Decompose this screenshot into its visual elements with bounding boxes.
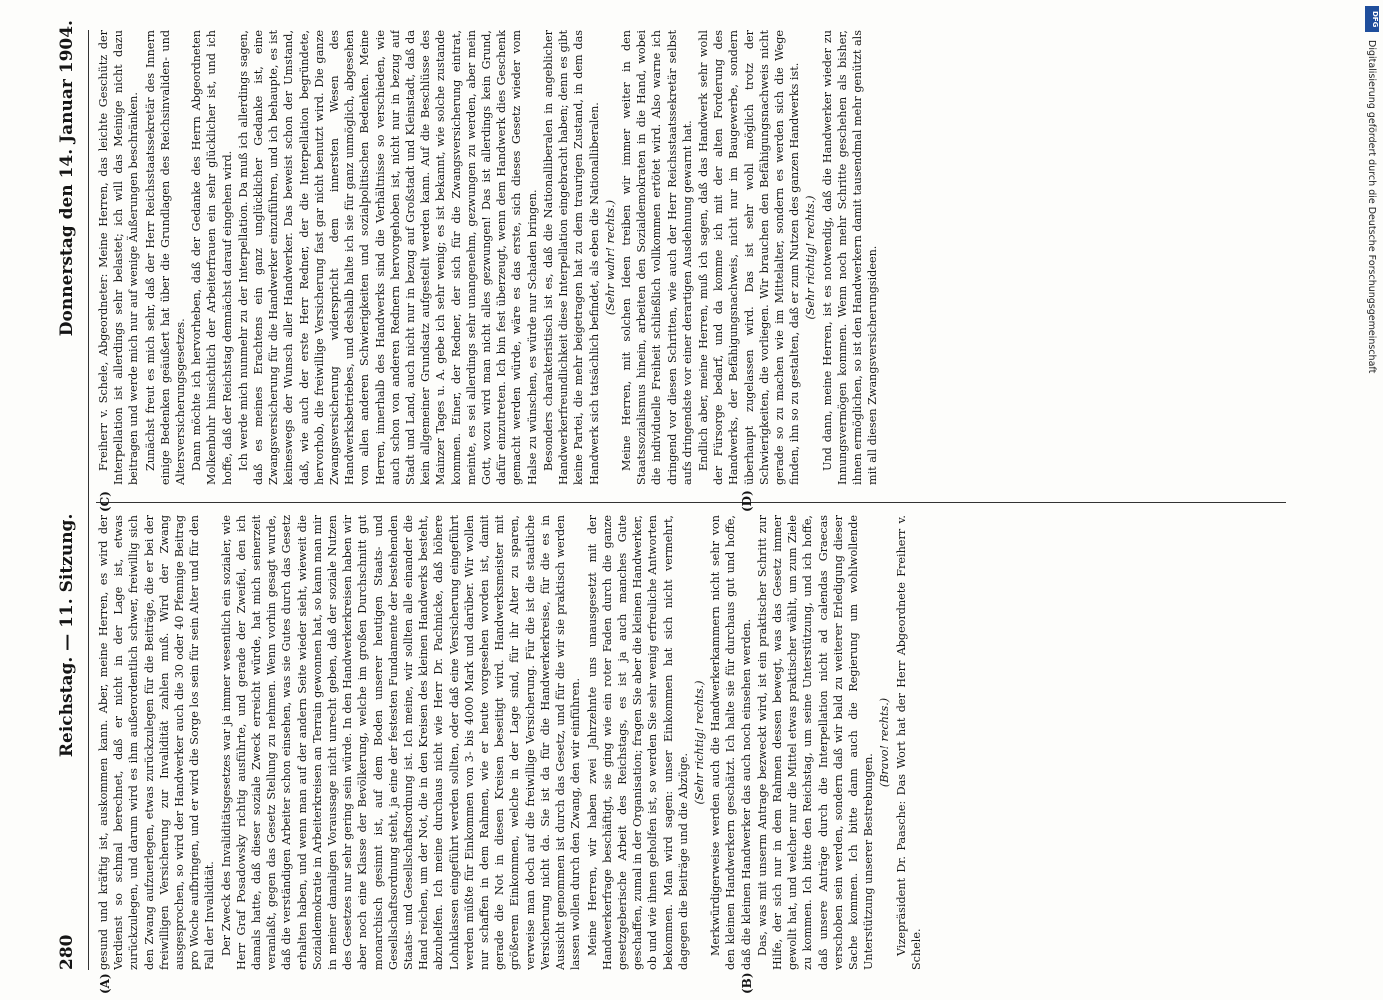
right-column-paragraph: Dann möchte ich hervorheben, daß der Gedanke des Herrn Abgeordneten Molkenbuhr hinsichtlich der Arbeiterfrauen ein sehr glücklicher ist, und ich hoffe, daß der Reichstag demnächst darauf eingehen wird. bbox=[190, 30, 234, 485]
right-column-paragraph: Meine Herren, mit solchen Ideen treiben wir immer weiter in den Staatssozialismus hinein, arbeiten den Sozialdemokraten in die Hand, wobei die individuelle Freiheit schließlich vollkommen ertötet wird. Also warne ich dringend vor diesen Schritten, wie auch der Herr Reichsstaatssekretär selbst aufs dringendste vor einer derartigen Ausdehnung gewarnt hat. bbox=[619, 30, 694, 485]
margin-marker-c: (C) bbox=[98, 491, 112, 512]
left-column-paragraph: gesund und kräftig ist, auskommen kann. Aber, meine Herren, es wird der Verdienst so schmal berechnet, daß er nicht in der Lage ist, etwas zurückzulegen, und darum wird es ihm außerordentlich schwer, freiwillig sich den Zwang aufzuerlegen, etwas zurückzulegen für die Beiträge, die er bei der freiwilligen Versicherung zur Invalidität zahlen muß. Wird der Zwang ausgesprochen, so wird der Handwerker auch die 30 oder 40 Pfennige Beitrag pro Woche aufbringen, und er wird die Sorge los sein für sein Alter und für den Fall der Invalidität. bbox=[97, 515, 217, 970]
right-column-paragraph: Freiherr v. Schele, Abgeordneter: Meine Herren, das leichte Geschütz der Interpellation ist allerdings sehr belastet; ich will das Meinige nicht dazu beitragen und werde mich nur auf wenige Äußerungen beschränken. bbox=[97, 30, 141, 485]
margin-marker-d: (D) bbox=[740, 490, 754, 512]
right-column-paragraph: (Sehr wahr! rechts.) bbox=[603, 199, 617, 316]
left-column-paragraph: Der Zweck des Invaliditätsgesetzes war ja immer wesentlich ein sozialer, wie Herr Graf Posadowsky richtig ausführte, und gerade der Zweifel, den ich damals hatte, daß dieser soziale Zweck erreicht würde, hat mich seinerzeit veranlaßt, gegen das Gesetz Stellung zu nehmen. Wenn vorhin gesagt wurde, daß die verständigen Arbeiter schon einsehen, was sie Gutes durch das Gesetz erhalten haben, und wenn man auf der andern Seite wieder sieht, wieweit die Sozialdemokratie in Arbeiterkreisen an Terrain gewonnen hat, so kann man mir in meiner damaligen Voraussage nicht unrecht geben, daß der soziale Nutzen des Gesetzes nur sehr gering sein würde. In den Handwerkerkreisen haben wir aber noch eine Klasse der Bevölkerung, welche im großen Durchschnitt gut monarchisch gesinnt ist, auf dem Boden unserer heutigen Staats- und Gesellschaftsordnung steht, ja eine der festesten Fundamente der bestehenden Staats- und Gesellschaftsordnung ist. Ich meine, wir sollten alle einander die Hand reichen, um der Not, die in den Kreisen des kleinen Handwerks besteht, abzuhelfen. Ich meine durchaus nicht wie Herr Dr. Pachnicke, daß höhere Lohnklassen eingeführt werden sollten, oder daß eine Versicherung eingeführt werden müßte für Einkommen von 3- bis 4000 Mark und darüber. Wir wollen nur schaffen in dem Rahmen, wie er heute vorgesehen worden ist, damit gerade die Not in diesen Kreisen beseitigt wird. Handwerksmeister mit größerem Einkommen, welche in der Lage sind, für ihr Alter zu sparen, verweise man doch auf die freiwillige Versicherung. Für die ist die staatliche Versicherung nicht da. Sie ist da für die Handwerkerkreise, für die es in Aussicht genommen ist durch das Gesetz, und für die wir sie praktisch werden lassen wollen durch den Zwang, den wir einführen. bbox=[219, 515, 583, 970]
margin-marker-a: (A) bbox=[98, 973, 112, 994]
digitization-note: Digitalisierung gefördert durch die Deutsche Forschungsgemeinschaft bbox=[1366, 40, 1377, 374]
dfg-logo: DFG bbox=[1365, 6, 1379, 32]
column-separator bbox=[96, 502, 1286, 503]
right-column-paragraph: Endlich aber, meine Herren, muß ich sagen, daß das Handwerk sehr wohl der Fürsorge bedarf, und da komme ich mit der alten Forderung des Handwerks, der Befähigungsnachweis, nicht nur im Baugewerbe, sondern überhaupt zugelassen wird. Das ist sehr wohl möglich trotz der Schwierigkeiten, die vorliegen. Wir brauchen den Befähigungsnachweis nicht gerade so zu machen wie im Mittelalter, sondern es werden sich die Wege finden, ihn so zu gestalten, daß er zum Nutzen des ganzen Handwerks ist. bbox=[696, 30, 802, 485]
left-column bbox=[96, 515, 1296, 970]
left-column-paragraph: Das, was mit unserm Antrage bezweckt wird, ist ein praktischer Schritt zur Hilfe, der sich nur in dem Rahmen dessen bewegt, was das Gesetz immer gewollt hat, und welcher nur die Mittel etwas praktischer wählt, um zum Ziele zu kommen. Ich bitte den Reichstag, um seine Unterstützung, und ich hoffe, daß unsere Anträge durch die Interpellation nicht ad calendas Graecas verschoben sein werden, sondern daß wir bald zu weiterer Erledigung dieser Sache kommen. Ich bitte dann auch die Regierung um wohlwollende Unterstützung unserer Bestrebungen. bbox=[755, 515, 876, 970]
page-number: 280 bbox=[57, 934, 77, 970]
header-date: Donnerstag den 14. Januar 1904. bbox=[57, 20, 77, 337]
header-rule bbox=[88, 30, 89, 970]
left-column-paragraph: (Sehr richtig! rechts.) bbox=[692, 680, 706, 805]
left-column-paragraph: Meine Herren, wir haben zwei Jahrzehnte uns unausgesetzt mit der Handwerkerfrage beschäftigt, sie ging wie ein roter Faden durch die ganze gesetzgeberische Arbeit des Reichstags, es ist ja auch manches Gute geschaffen, zumal in der Organisation; fragen Sie aber die kleinen Handwerker, ob und wie ihnen geholfen ist, so werden Sie sehr wenig erfreuliche Antworten bekommen. Man wird sagen: unser Einkommen hat sich nicht vermehrt, dagegen die Beiträge und die Abzüge. bbox=[585, 515, 690, 970]
right-column-paragraph: Ich werde mich nunmehr zu der Interpellation. Da muß ich allerdings sagen, daß es meines Erachtens ein ganz unglücklicher Gedanke ist, eine Zwangsversicherung für die Handwerker einzuführen, und ich behaupte, es ist keineswegs der Wunsch aller Handwerker. Das beweist schon der Umstand, daß, wie auch der erste Herr Redner, der die Interpellation begründete, hervorhob, die freiwillige Versicherung fast gar nicht benutzt wird. Die ganze Zwangsversicherung widerspricht dem innersten Wesen des Handwerksbetriebes, und deshalb halte ich sie für ganz unmöglich, abgesehen von allen anderen Schwierigkeiten und sozialpolitischen Bedenken. Meine Herren, innerhalb des Handwerks sind die Verhältnisse so verschieden, wie auch schon von anderen Rednern hervorgehoben ist, nicht nur in bezug auf Stadt und Land, auch nicht nur in bezug auf Großstadt und Kleinstadt, daß da kein allgemeiner Grundsatz aufgestellt werden kann. Auf die Beschlüsse des Mainzer Tages u. A. gebe ich sehr wenig; es ist bekannt, wie solche zustande kommen. Einer, der Redner, der sich für die Zwangsversicherung eintrat, meinte, es sei allerdings sehr unangenehm, gezwungen zu werden, aber mein Gott, wozu wird man nicht alles gezwungen! Das ist allerdings kein Grund, dafür einzutreten. Ich bin fest überzeugt, wenn dem Handwerk dies Geschenk gemacht werden würde, wäre es das erste, sich dieses Gesetz wieder vom Halse zu wünschen, es würde nur Schaden bringen. bbox=[236, 30, 539, 485]
left-column-paragraph: (Bravo! rechts.) bbox=[878, 697, 892, 788]
right-column-paragraph: Und dann, meine Herren, ist es notwendig, daß die Handwerker wieder zu Innungsvermögen kommen. Wenn noch mehr Schritte geschehen als bisher, ihnen ermöglichen, so ist den Handwerkern damit tausendmal mehr genützt als mit all diesen Zwangsversicherungsideen. bbox=[820, 30, 880, 485]
header-session: Reichstag. — 11. Sitzung. bbox=[57, 513, 77, 758]
left-column-paragraph: Merkwürdigerweise werden auch die Handwerkerkammern nicht sehr von den kleinen Handwerkern geschätzt. Ich halte sie für durchaus gut und hoffe, daß die kleinen Handwerker das auch noch einsehen werden. bbox=[709, 515, 753, 970]
right-column-paragraph: (Sehr richtig! rechts.) bbox=[804, 195, 818, 320]
right-column-paragraph: Besonders charakteristisch ist es, daß die Nationalliberalen in angeblicher Handwerkerfreundlichkeit diese Interpellation eingebracht haben; denn es gibt keine Partei, die mehr beigetragen hat zu dem traurigen Zustand, in dem das Handwerk sich tatsächlich befindet, als eben die Nationalliberalen. bbox=[541, 30, 601, 485]
margin-marker-b: (B) bbox=[740, 972, 754, 994]
page-header bbox=[50, 20, 84, 970]
left-column-paragraph: Vizepräsident Dr. Paasche: Das Wort hat der Herr Abgeordnete Freiherr v. Schele. bbox=[894, 515, 923, 970]
document-page bbox=[40, 0, 1340, 1000]
right-column-paragraph: Zunächst freut es mich sehr, daß der Herr Reichsstaatssekretär des Innern einige Bedenken geäußert hat über die Grundlagen des Reichsinvaliden- und Altersversicherungsgesetzes. bbox=[143, 30, 188, 485]
right-column bbox=[96, 30, 1296, 485]
